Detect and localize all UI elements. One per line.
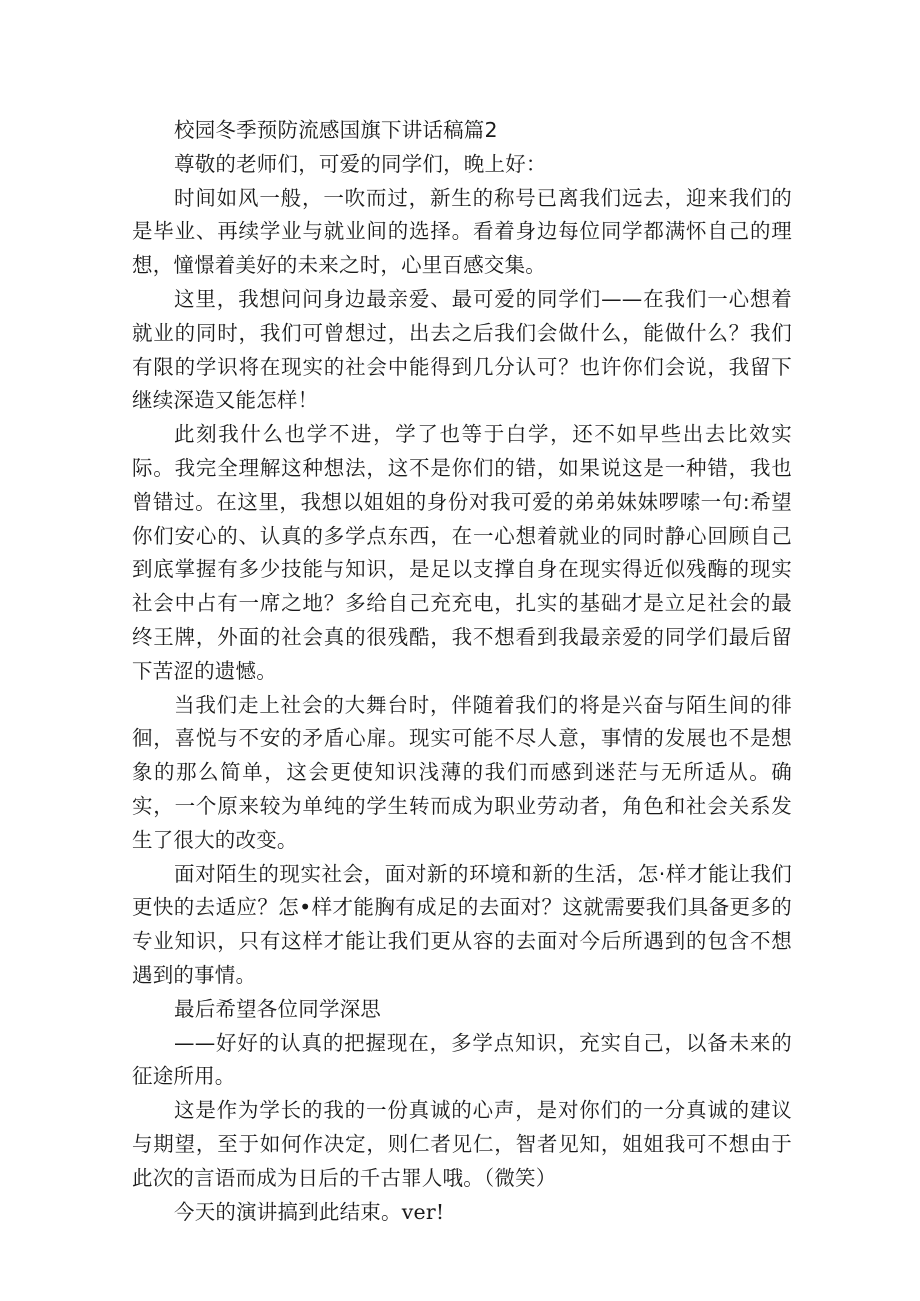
document-title: 校园冬季预防流感国旗下讲话稿篇2 bbox=[174, 118, 498, 142]
document-body bbox=[132, 114, 792, 1229]
paragraph-1: 时间如风一般，一吹而过，新生的称号已离我们远去，迎来我们的是毕业、再续学业与就业间的选择。看着身边每位同学都满怀自己的理想，憧憬着美好的未来之时，心里百感交集。 bbox=[132, 185, 792, 278]
closing-text: 今天的演讲搞到此结束。 bbox=[174, 1199, 402, 1224]
paragraph-2: 这里，我想问问身边最亲爱、最可爱的同学们——在我们一心想着就业的同时，我们可曾想过，出去之后我们会做什么，能做什么？我们有限的学识将在现实的社会中能得到几分认可？也许你们会说，我留下继续深造又能怎样！ bbox=[132, 286, 792, 413]
paragraph-4: 当我们走上社会的大舞台时，伴随着我们的将是兴奋与陌生间的徘徊，喜悦与不安的矛盾心扉。现实可能不尽人意，事情的发展也不是想象的那么简单，这会更使知识浅薄的我们而感到迷茫与无所适从。确实，一个原来较为单纯的学生转而成为职业劳动者，角色和社会关系发生了很大的改变。 bbox=[132, 692, 792, 852]
closing-suffix: ver! bbox=[401, 1199, 445, 1224]
paragraph-7: ——好好的认真的把握现在，多学点知识，充实自己，以备未来的征途所用。 bbox=[132, 1030, 792, 1089]
closing-line bbox=[132, 1196, 792, 1230]
paragraph-6: 最后希望各位同学深思 bbox=[174, 996, 381, 1021]
paragraph-3: 此刻我什么也学不进，学了也等于白学，还不如早些出去比效实际。我完全理解这种想法，这不是你们的错，如果说这是一种错，我也曾错过。在这里，我想以姐姐的身份对我可爱的弟弟妹妹啰嗦一句:希望你们安心的、认真的多学点东西，在一心想着就业的同时静心回顾自己到底掌握有多少技能与知识，是足以支撑自身在现实得近似残酶的现实社会中占有一席之地？多给自己充充电，扎实的基础才是立足社会的最终王牌，外面的社会真的很残酷，我不想看到我最亲爱的同学们最后留下苦涩的遗憾。 bbox=[132, 422, 792, 683]
paragraph-8: 这是作为学长的我的一份真诚的心声，是对你们的一分真诚的建议与期望，至于如何作决定，则仁者见仁，智者见知，姐姐我可不想由于此次的言语而成为日后的千古罪人哦。（微笑） bbox=[132, 1098, 792, 1190]
greeting: 尊敬的老师们，可爱的同学们，晚上好： bbox=[174, 151, 547, 176]
paragraph-5: 面对陌生的现实社会，面对新的环境和新的生活，怎·样才能让我们更快的去适应？怎•样才能胸有成足的去面对？这就需要我们具备更多的专业知识，只有这样才能让我们更从容的去面对今后所遇到的包含不想遇到的事情。 bbox=[132, 861, 792, 987]
